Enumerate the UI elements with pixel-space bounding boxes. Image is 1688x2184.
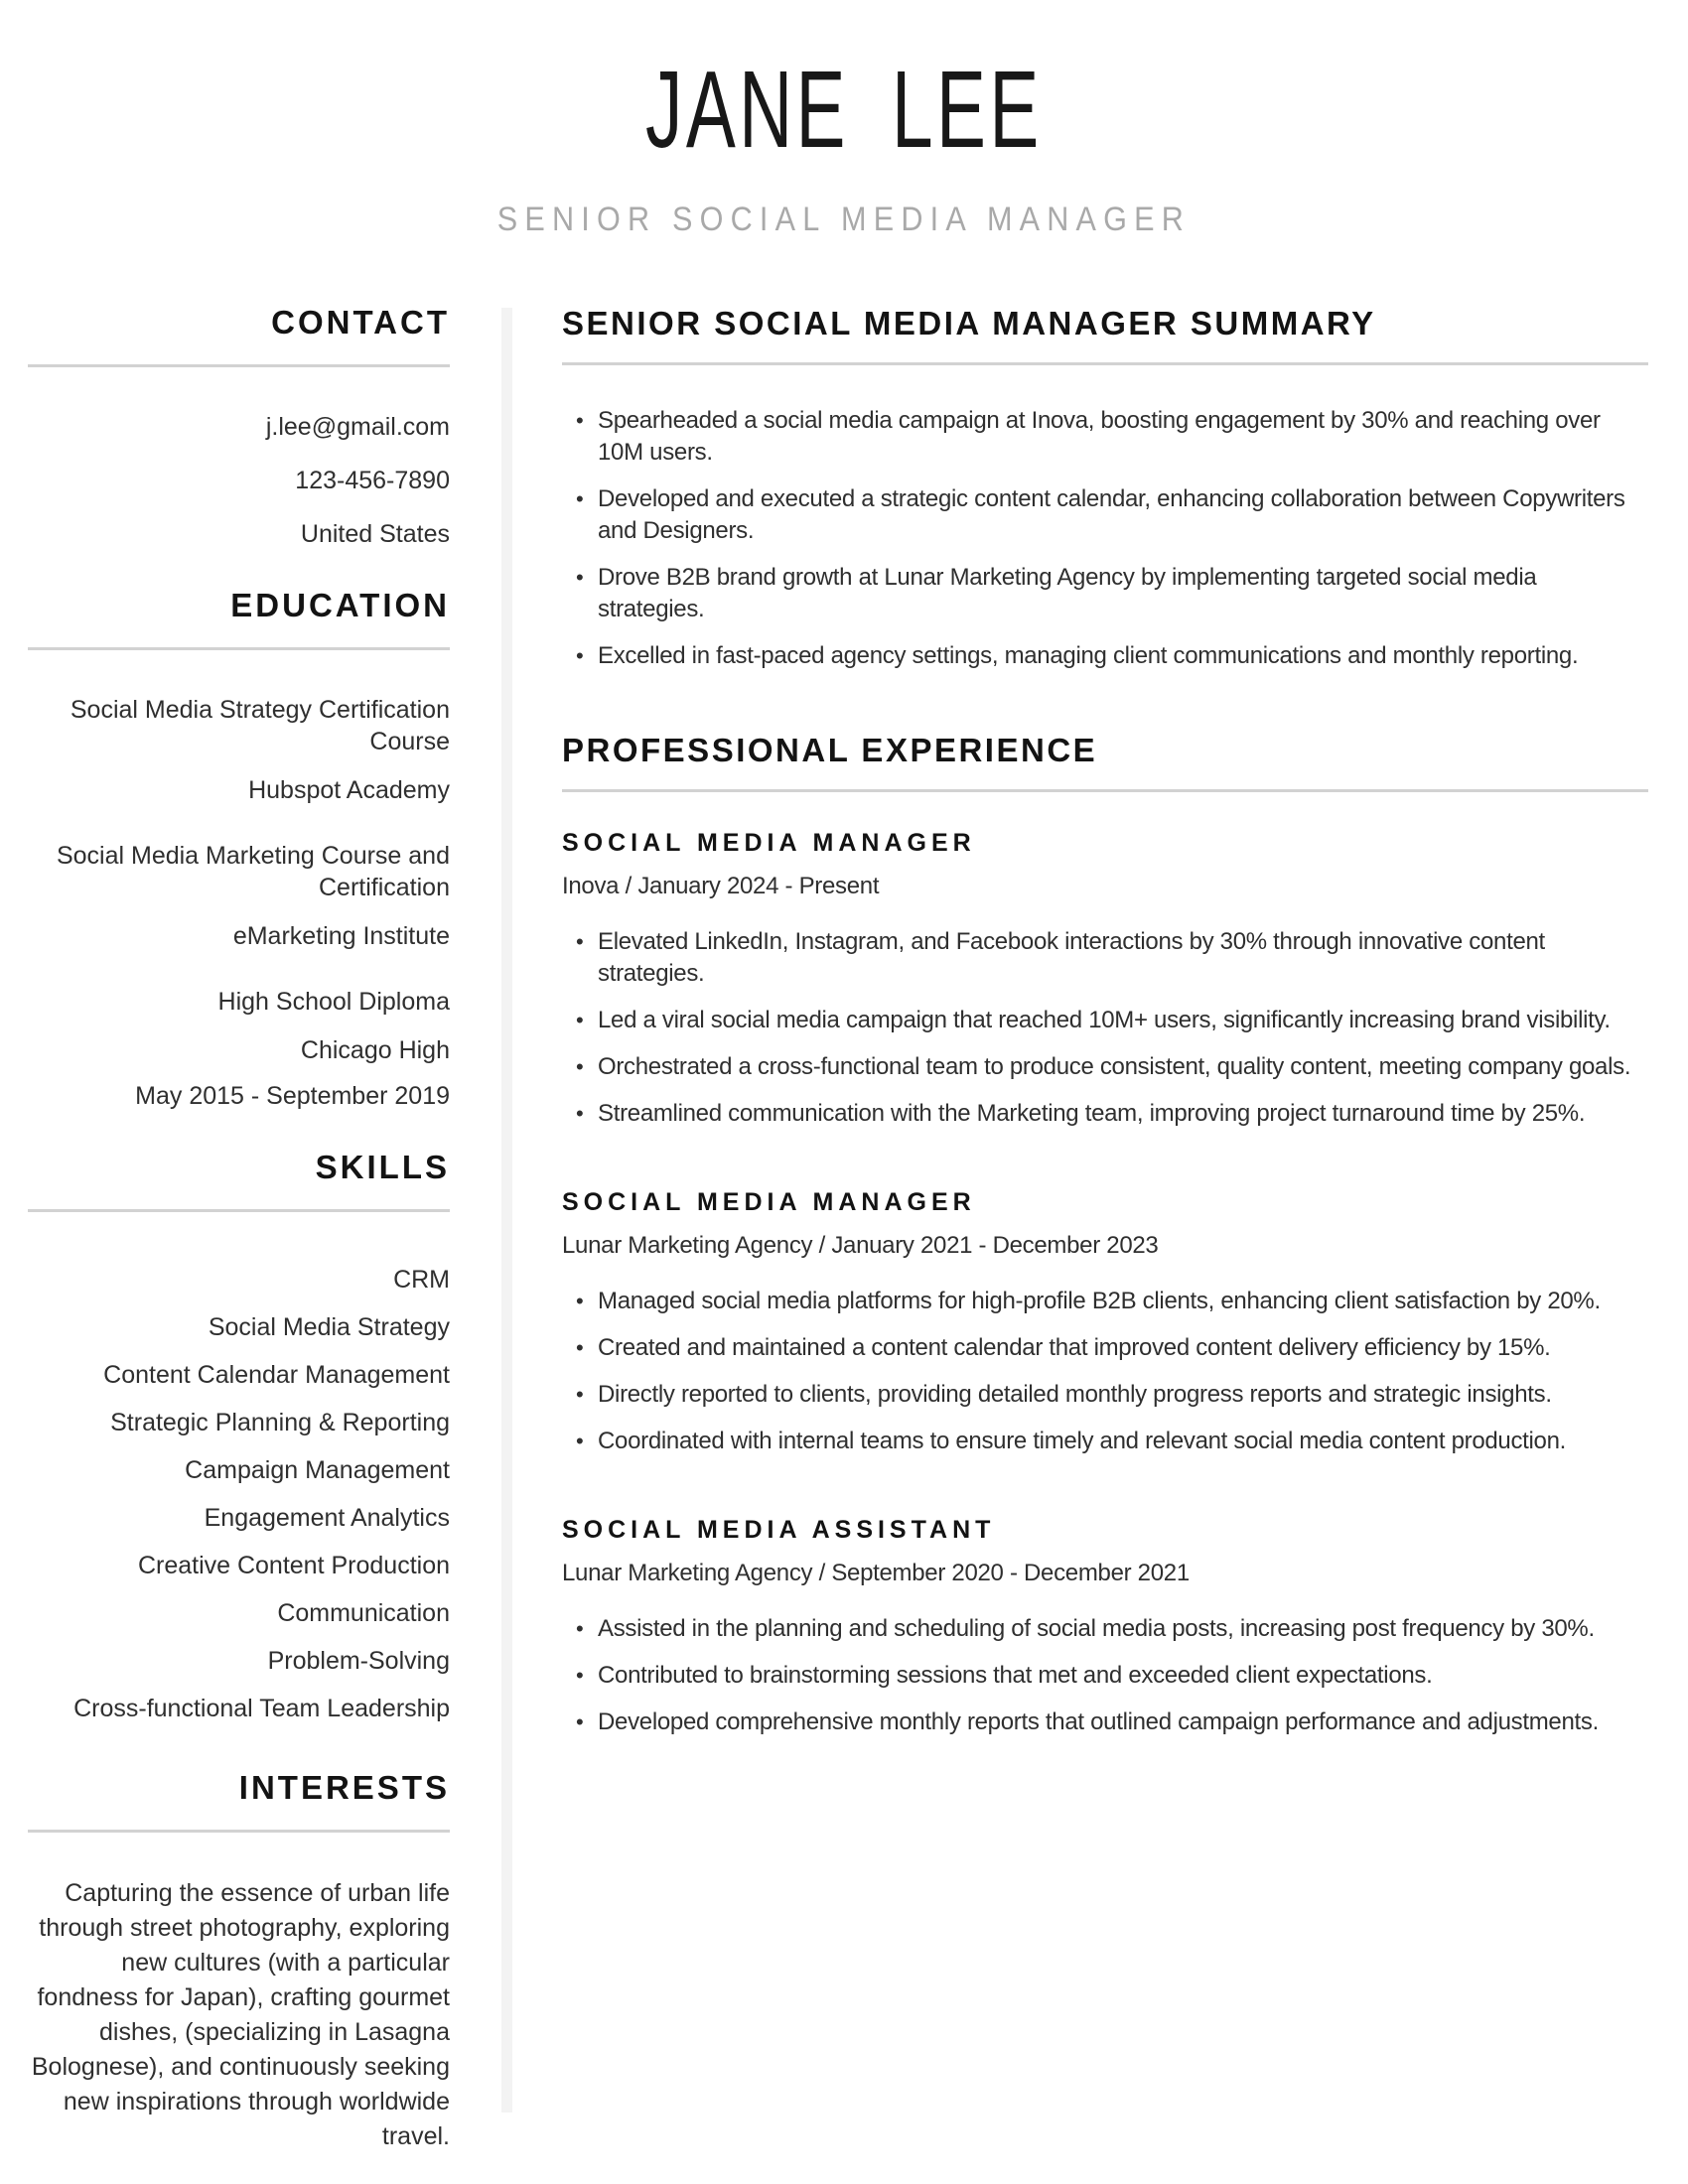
interests-heading: INTERESTS (238, 1769, 450, 1806)
contact-list (28, 411, 450, 550)
experience-rule (562, 789, 1648, 792)
education-school: Hubspot Academy (248, 776, 450, 804)
interests-rule (28, 1830, 450, 1833)
job-title: SOCIAL MEDIA MANAGER (562, 829, 976, 857)
job-bullet: • Elevated LinkedIn, Instagram, and Facebook interactions by 30% through innovative content strategies. (562, 926, 1648, 990)
education-section (28, 586, 450, 1112)
job-entry (562, 1187, 1648, 1457)
job-bullet: • Managed social media platforms for high-profile B2B clients, enhancing client satisfaction by 20%. (562, 1286, 1648, 1317)
contact-item: j.lee@gmail.com (265, 413, 450, 441)
education-rule (28, 647, 450, 650)
summary-bullet: • Drove B2B brand growth at Lunar Marketing Agency by implementing targeted social media strategies. (562, 562, 1648, 625)
job-bullet: • Developed comprehensive monthly reports that outlined campaign performance and adjustments. (562, 1706, 1648, 1738)
skill-item: Communication (277, 1599, 450, 1627)
job-title: SOCIAL MEDIA ASSISTANT (562, 1516, 996, 1544)
job-bullet: • Assisted in the planning and scheduling of social media posts, increasing post frequency by 30%. (562, 1613, 1648, 1645)
candidate-name: JANE LEE (645, 49, 1043, 171)
job-bullet-list (562, 1613, 1648, 1738)
education-entry (28, 840, 450, 952)
experience-section (562, 730, 1648, 1738)
job-bullet: • Orchestrated a cross-functional team to produce consistent, quality content, meeting company goals. (562, 1051, 1648, 1083)
education-dates: May 2015 - September 2019 (135, 1082, 450, 1110)
job-entry (562, 1515, 1648, 1738)
skills-section (28, 1148, 450, 1732)
summary-section (562, 303, 1648, 672)
contact-heading: CONTACT (271, 304, 450, 341)
skill-item: Creative Content Production (137, 1552, 450, 1579)
skill-item: Social Media Strategy (208, 1313, 450, 1341)
education-degree: High School Diploma (217, 988, 450, 1016)
job-bullet: • Coordinated with internal teams to ensure timely and relevant social media content production. (562, 1426, 1648, 1457)
main-column (562, 303, 1648, 2154)
skill-item: Strategic Planning & Reporting (110, 1409, 450, 1436)
education-entry (28, 694, 450, 806)
job-bullet: • Contributed to brainstorming sessions that met and exceeded client expectations. (562, 1660, 1648, 1692)
job-bullet-list (562, 1286, 1648, 1457)
contact-section (28, 303, 450, 550)
candidate-title: SENIOR SOCIAL MEDIA MANAGER (496, 201, 1192, 238)
skill-item: Campaign Management (185, 1456, 450, 1484)
education-degree: Social Media Marketing Course and Certification (56, 842, 450, 901)
summary-rule (562, 362, 1648, 365)
job-title: SOCIAL MEDIA MANAGER (562, 1188, 976, 1216)
job-list (562, 828, 1648, 1738)
job-company-dates: Lunar Marketing Agency / September 2020 - December 2021 (562, 1560, 1190, 1586)
summary-bullet-list (562, 405, 1648, 672)
summary-bullet: • Developed and executed a strategic content calendar, enhancing collaboration between Copywriters and Designers. (562, 483, 1648, 547)
job-entry (562, 828, 1648, 1130)
job-company-dates: Lunar Marketing Agency / January 2021 - December 2023 (562, 1232, 1159, 1259)
contact-rule (28, 364, 450, 367)
summary-bullet: • Spearheaded a social media campaign at Inova, boosting engagement by 30% and reaching over 10M users. (562, 405, 1648, 469)
resume-body (28, 303, 1648, 2154)
skill-item: Content Calendar Management (103, 1361, 450, 1389)
interests-text: Capturing the essence of urban life through street photography, exploring new cultures (with a particular fondness for Japan), crafting gourmet dishes, (specializing in Lasagna Bolognese), and continuously seeking new inspirations through worldwide travel. (31, 1879, 450, 2150)
resume-header (0, 0, 1688, 239)
page-title (0, 49, 1688, 171)
interests-body (28, 1876, 450, 2154)
skill-item: Problem-Solving (267, 1647, 450, 1675)
summary-heading: SENIOR SOCIAL MEDIA MANAGER SUMMARY (562, 305, 1376, 341)
skills-rule (28, 1209, 450, 1212)
sidebar (28, 303, 450, 2154)
job-bullet: • Created and maintained a content calendar that improved content delivery efficiency by 15%. (562, 1332, 1648, 1364)
education-school: eMarketing Institute (232, 922, 450, 950)
education-degree: Social Media Strategy Certification Course (70, 696, 450, 755)
column-divider (501, 308, 512, 2113)
experience-heading: PROFESSIONAL EXPERIENCE (562, 732, 1098, 768)
job-bullet: • Directly reported to clients, providing detailed monthly progress reports and strategic insights. (562, 1379, 1648, 1411)
job-bullet: • Streamlined communication with the Marketing team, improving project turnaround time by 25%. (562, 1098, 1648, 1130)
skill-item: CRM (393, 1266, 450, 1294)
summary-bullet: • Excelled in fast-paced agency settings, managing client communications and monthly reporting. (562, 640, 1648, 672)
education-entry (28, 986, 450, 1112)
skill-item: Cross-functional Team Leadership (73, 1695, 450, 1722)
contact-item: 123-456-7890 (295, 467, 450, 494)
skills-list (28, 1256, 450, 1732)
job-bullet-list (562, 926, 1648, 1130)
job-company-dates: Inova / January 2024 - Present (562, 873, 880, 899)
job-bullet: • Led a viral social media campaign that reached 10M+ users, significantly increasing brand visibility. (562, 1005, 1648, 1036)
education-school: Chicago High (300, 1036, 450, 1064)
skill-item: Engagement Analytics (204, 1504, 450, 1532)
skills-heading: SKILLS (315, 1149, 450, 1185)
interests-section (28, 1768, 450, 2154)
education-list (28, 694, 450, 1112)
contact-item: United States (300, 520, 450, 548)
education-heading: EDUCATION (230, 587, 450, 623)
